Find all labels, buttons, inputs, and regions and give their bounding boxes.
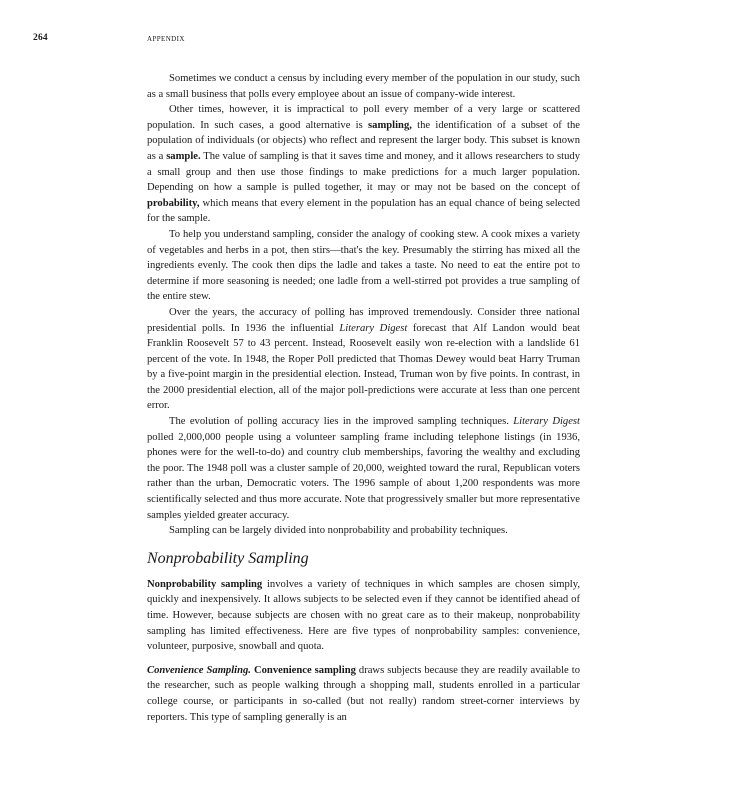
text-run: which means that every element in the population has an equal chance of being selected for the sample. [147,197,580,225]
text-run: polled 2,000,000 people using a volunteer sampling frame including telephone listings (in 1936, phones were for the well-to-do) and country club memberships, favoring the wealthy and excluding the poor. The 1948 poll was a cluster sample of 20,000, weighted toward the rural, Republican voters rather than the urban, Democratic voters. The 1996 sample of about 1,200 respondents was more scientifically selected and thus more accurate. Note that progressively smaller but more representative samples yielded greater accuracy. [147,431,580,521]
text-run: the identification of a subset of the population of individuals (or objects) who reflect and represent the larger body. This subset is known as a [147,119,580,162]
paragraph-polling-evolution [147,414,580,523]
bold-run: Convenience sampling [253,664,356,676]
text-run: involves a variety of techniques in which samples are chosen simply, quickly and inexpensively. It allows subjects to be selected even if they cannot be identified ahead of time. However, because subjects are chosen with no great care as to their makeup, nonprobability sampling has limited effectiveness. Here are five types of nonprobability samples: convenience, volunteer, purposive, snowball and quota. [147,578,580,653]
text-run: Sampling can be largely divided into nonprobability and probability techniques. [169,525,508,537]
body-text [147,71,580,725]
italic-run: Literary Digest [513,416,580,428]
text-run: Sometimes we conduct a census by including every member of the population in our study, such as a small business that polls every employee about an issue of company-wide interest. [147,73,580,100]
text-run: The evolution of polling accuracy lies in the improved sampling techniques. [169,416,514,428]
bold-run: probability, [147,197,200,209]
bold-run: sampling, [368,119,412,131]
text-run: The value of sampling is that it saves time and money, and it allows researchers to study a small group and then use those findings to make predictions for a much larger population. Depending on how a sample is pulled together, it may or may not be based on the concept of [147,150,580,194]
text-run: Over the years, the accuracy of polling has improved tremendously. Consider three national presidential polls. In 1936 the influential [147,306,580,334]
bold-italic-run: Convenience Sampling. [147,664,251,676]
page-number: 264 [33,33,48,43]
bold-run: Nonprobability sampling [147,578,263,590]
paragraph-sampling-division [147,523,580,539]
section-heading: Nonprobability Sampling [147,549,309,567]
text-run: Other times, however, it is impractical to poll every member of a very large or scattered population. In such cases, a good alternative is [147,104,580,131]
italic-run: Literary Digest [339,322,408,334]
text-run: draws subjects because they are readily available to the researcher, such as people walking through a shopping mall, students enrolled in a particular college course, or participants in so-called (but not really) random street-corner interviews by reporters. This type of sampling generally is an [147,664,581,723]
paragraph-polling-history [147,305,580,414]
bold-run: sample. [166,150,201,162]
paragraph-census [147,71,580,102]
paragraph-nonprobability-intro [147,577,580,655]
paragraph-stew-analogy [147,227,580,305]
paragraph-sampling-definition [147,102,580,227]
text-run: forecast that Alf Landon would beat Franklin Roosevelt 57 to 43 percent. Instead, Roosevelt easily won re-election with a landslide 61 percent of the vote. In 1948, the Roper Poll predicted that Thomas Dewey would beat Harry Truman by a five-point margin in the presidential election. Instead, Truman won by five points. In contrast, in the 2000 presidential election, all of the major poll-predictions were accurate at less than one percent error. [147,322,580,412]
running-head: APPENDIX [147,35,185,43]
paragraph-convenience-sampling [147,663,580,725]
text-run: To help you understand sampling, consider the analogy of cooking stew. A cook mixes a variety of vegetables and herbs in a pot, then stirs—that's the key. Presumably the stirring has mixed all the ingredients evenly. The cook then dips the ladle and takes a taste. No need to eat the entire pot to determine if more seasoning is needed; one ladle from a well-stirred pot provides a true sampling of the entire stew. [147,228,580,303]
